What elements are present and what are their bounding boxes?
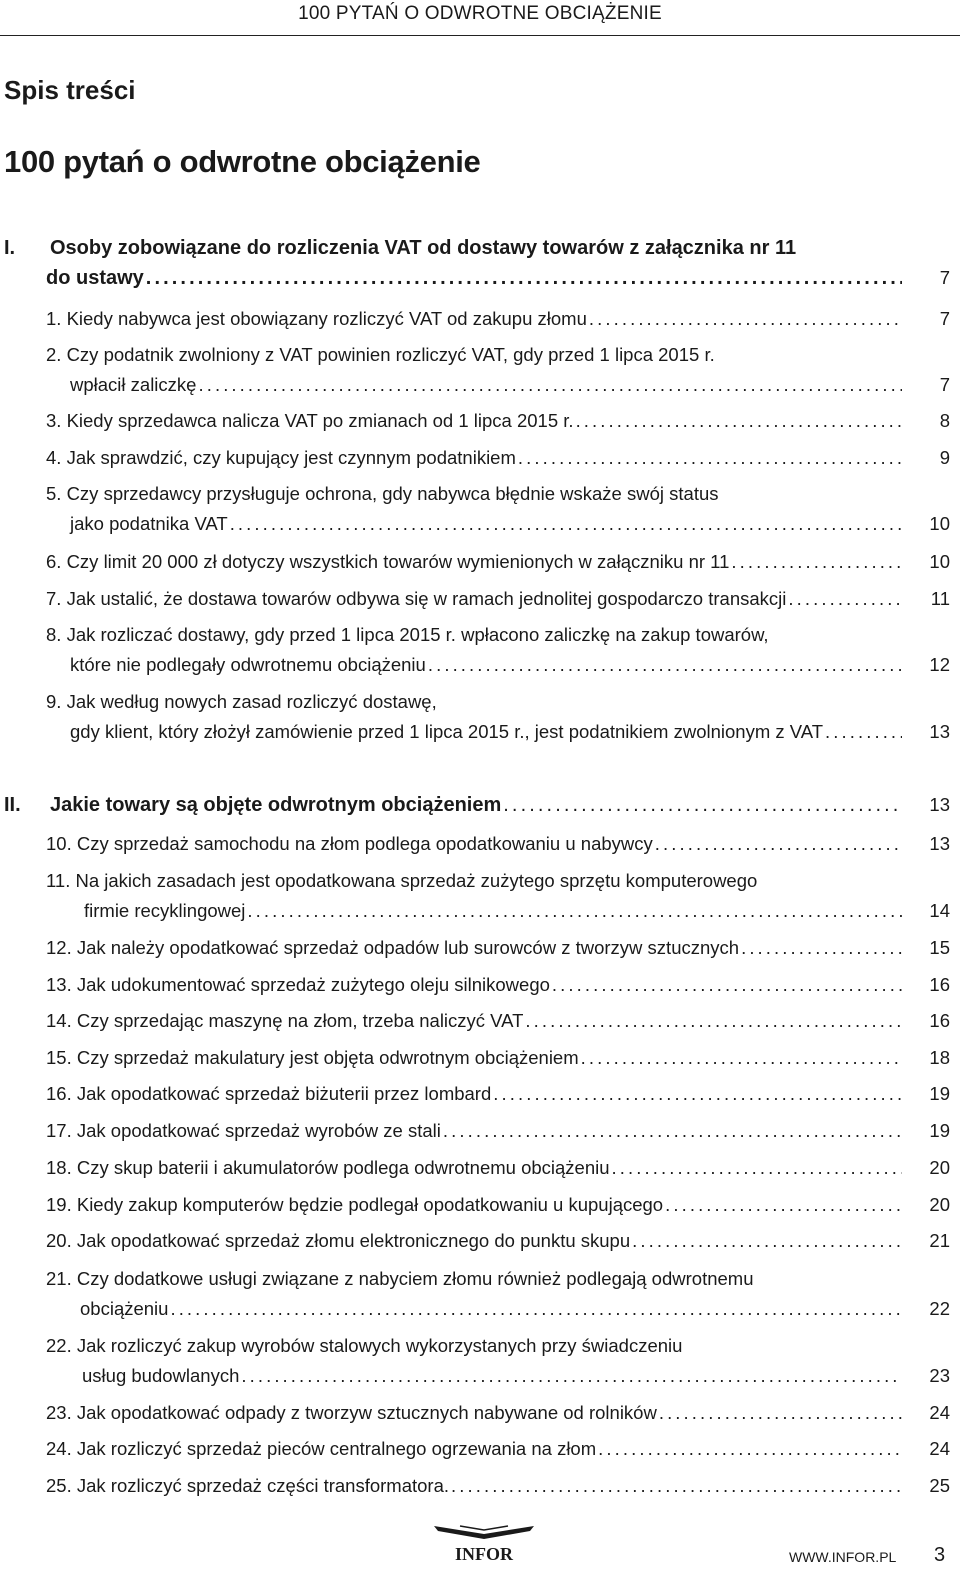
item-text: 17. Jak opodatkować sprzedaż wyrobów ze stali	[46, 1120, 441, 1141]
section-title-line2: do ustawy	[46, 267, 144, 289]
item-text: 9. Jak według nowych zasad rozliczyć dostawę,	[46, 691, 437, 712]
infor-logo	[420, 1522, 548, 1564]
page-number: 11	[930, 588, 950, 609]
item-text-cont: obciążeniu	[80, 1298, 169, 1319]
item-text-cont: jako podatnika VAT	[70, 513, 228, 534]
page-number: 12	[929, 654, 950, 675]
leader-dots	[451, 1471, 902, 1501]
website-url: WWW.INFOR.PL	[789, 1549, 897, 1565]
toc-item-18[interactable]	[0, 1153, 960, 1183]
leader-dots	[632, 1226, 902, 1256]
page-number: 7	[939, 374, 950, 395]
page-number: 21	[929, 1230, 950, 1251]
page-number: 10	[929, 551, 950, 572]
toc-item-25[interactable]	[0, 1471, 960, 1501]
item-text: 10. Czy sprzedaż samochodu na złom podlega opodatkowaniu u nabywcy	[46, 833, 653, 854]
section-title-line1: Jakie towary są objęte odwrotnym obciążeniem	[50, 794, 502, 816]
page-number: 23	[929, 1365, 950, 1386]
item-text-cont: gdy klient, który złożył zamówienie przed 1 lipca 2015 r., jest podatnikiem zwolnionym z VAT	[70, 721, 824, 742]
toc-item-20[interactable]	[0, 1226, 960, 1256]
item-text: 1. Kiedy nabywca jest obowiązany rozliczyć VAT od zakupu złomu	[46, 308, 587, 329]
leader-dots	[741, 933, 902, 963]
toc-item-23[interactable]	[0, 1398, 960, 1428]
item-text: 14. Czy sprzedając maszynę na złom, trzeba naliczyć VAT	[46, 1010, 524, 1031]
page-number: 25	[929, 1475, 950, 1496]
leader-dots	[825, 717, 902, 747]
leader-dots	[443, 1116, 902, 1146]
leader-dots	[241, 1361, 902, 1391]
item-text: 3. Kiedy sprzedawca nalicza VAT po zmianach od 1 lipca 2015 r.	[46, 410, 574, 431]
item-text: 23. Jak opodatkować odpady z tworzyw sztucznych nabywane od rolników	[46, 1402, 657, 1423]
item-text: 20. Jak opodatkować sprzedaż złomu elektronicznego do punktu skupu	[46, 1230, 631, 1251]
page-number: 10	[929, 513, 950, 534]
item-text: 18. Czy skup baterii i akumulatorów podlega odwrotnemu obciążeniu	[46, 1157, 610, 1178]
toc-item-17[interactable]	[0, 1116, 960, 1146]
page-number: 14	[929, 900, 950, 921]
leader-dots	[493, 1079, 902, 1109]
leader-dots	[589, 304, 902, 334]
section-number: I.	[4, 237, 16, 259]
toc-item-6[interactable]	[0, 547, 960, 577]
leader-dots	[170, 1294, 902, 1324]
item-text-cont: usług budowlanych	[82, 1365, 240, 1386]
page-number: 15	[929, 937, 950, 958]
toc-item-14[interactable]	[0, 1006, 960, 1036]
leader-dots	[552, 970, 902, 1000]
page-number: 19	[929, 1083, 950, 1104]
item-text: 16. Jak opodatkować sprzedaż biżuterii przez lombard	[46, 1083, 492, 1104]
toc-item-22[interactable]	[0, 1331, 960, 1391]
item-text: 8. Jak rozliczać dostawy, gdy przed 1 lipca 2015 r. wpłacono zaliczkę na zakup towarów,	[46, 624, 769, 645]
item-text: 12. Jak należy opodatkować sprzedaż odpadów lub surowców z tworzyw sztucznych	[46, 937, 740, 958]
toc-item-16[interactable]	[0, 1079, 960, 1109]
page-number: 20	[929, 1194, 950, 1215]
leader-dots	[731, 547, 902, 577]
item-text: 7. Jak ustalić, że dostawa towarów odbywa się w ramach jednolitej gospodarczo transakcji	[46, 588, 787, 609]
running-header: 100 PYTAŃ O ODWROTNE OBCIĄŻENIE	[298, 3, 662, 24]
leader-dots	[503, 790, 902, 820]
item-text: 6. Czy limit 20 000 zł dotyczy wszystkich towarów wymienionych w załączniku nr 11	[46, 551, 730, 572]
item-text: 11. Na jakich zasadach jest opodatkowana sprzedaż zużytego sprzętu komputerowego	[46, 870, 758, 891]
item-text: 22. Jak rozliczyć zakup wyrobów stalowych wykorzystanych przy świadczeniu	[46, 1335, 683, 1356]
toc-item-21[interactable]	[0, 1264, 960, 1324]
page-number: 24	[929, 1438, 950, 1459]
toc-item-11[interactable]	[0, 866, 960, 926]
page-number: 13	[929, 721, 950, 742]
page-number: 24	[929, 1402, 950, 1423]
toc-item-3[interactable]	[0, 406, 960, 436]
leader-dots	[518, 443, 902, 473]
leader-dots	[146, 263, 902, 293]
toc-item-4[interactable]	[0, 443, 960, 473]
section-title-line1: Osoby zobowiązane do rozliczenia VAT od dostawy towarów z załącznika nr 11	[50, 237, 797, 259]
folio-page-number: 3	[934, 1544, 946, 1566]
toc-item-5[interactable]	[0, 479, 960, 539]
toc-item-7[interactable]	[0, 584, 960, 614]
logo-text: INFOR	[455, 1544, 513, 1564]
item-text: 2. Czy podatnik zwolniony z VAT powinien rozliczyć VAT, gdy przed 1 lipca 2015 r.	[46, 344, 715, 365]
toc-item-24[interactable]	[0, 1434, 960, 1464]
page-number: 22	[929, 1298, 950, 1319]
toc-item-9[interactable]	[0, 687, 960, 747]
page-number: 20	[929, 1157, 950, 1178]
section-heading-2	[0, 790, 960, 820]
leader-dots	[525, 1006, 902, 1036]
leader-dots	[576, 406, 902, 436]
leader-dots	[665, 1190, 902, 1220]
toc-item-8[interactable]	[0, 620, 960, 680]
book-title: 100 pytań o odwrotne obciążenie	[4, 144, 481, 179]
leader-dots	[230, 509, 902, 539]
header-rule	[0, 35, 960, 36]
leader-dots	[655, 829, 902, 859]
item-text: 15. Czy sprzedaż makulatury jest objęta odwrotnym obciążeniem	[46, 1047, 579, 1068]
item-text-cont: firmie recyklingowej	[84, 900, 246, 921]
toc-label: Spis treści	[4, 75, 136, 105]
toc-item-13[interactable]	[0, 970, 960, 1000]
item-text: 4. Jak sprawdzić, czy kupujący jest czynnym podatnikiem	[46, 447, 516, 468]
toc-item-10[interactable]	[0, 829, 960, 859]
item-text: 5. Czy sprzedawcy przysługuje ochrona, gdy nabywca błędnie wskaże swój status	[46, 483, 719, 504]
leader-dots	[428, 650, 902, 680]
page-number: 16	[929, 1010, 950, 1031]
toc-item-2[interactable]	[0, 340, 960, 400]
item-text: 21. Czy dodatkowe usługi związane z nabyciem złomu również podlegają odwrotnemu	[46, 1268, 754, 1289]
leader-dots	[247, 896, 902, 926]
page-number: 7	[939, 308, 950, 329]
item-text: 24. Jak rozliczyć sprzedaż pieców centralnego ogrzewania na złom	[46, 1438, 597, 1459]
page-number: 19	[929, 1120, 950, 1141]
page-number: 16	[929, 974, 950, 995]
section-number: II.	[4, 794, 21, 816]
item-text: 19. Kiedy zakup komputerów będzie podlegał opodatkowaniu u kupującego	[46, 1194, 664, 1215]
page-number: 7	[939, 267, 950, 288]
leader-dots	[788, 584, 902, 614]
leader-dots	[581, 1043, 902, 1073]
leader-dots	[659, 1398, 902, 1428]
toc-item-12[interactable]	[0, 933, 960, 963]
toc-item-19[interactable]	[0, 1190, 960, 1220]
item-text-cont: które nie podlegały odwrotnemu obciążeniu	[70, 654, 426, 675]
item-text: 13. Jak udokumentować sprzedaż zużytego oleju silnikowego	[46, 974, 550, 995]
page-number: 8	[939, 410, 950, 431]
page-number: 13	[929, 833, 950, 854]
item-text: 25. Jak rozliczyć sprzedaż części transformatora.	[46, 1475, 450, 1496]
toc-item-1[interactable]	[0, 304, 960, 334]
section-heading-1	[0, 233, 960, 293]
page-number: 18	[929, 1047, 950, 1068]
leader-dots	[198, 370, 902, 400]
page-number: 9	[939, 447, 950, 468]
leader-dots	[612, 1153, 902, 1183]
toc-item-15[interactable]	[0, 1043, 960, 1073]
leader-dots	[598, 1434, 902, 1464]
page-number: 13	[929, 794, 950, 815]
item-text-cont: wpłacił zaliczkę	[70, 374, 197, 395]
